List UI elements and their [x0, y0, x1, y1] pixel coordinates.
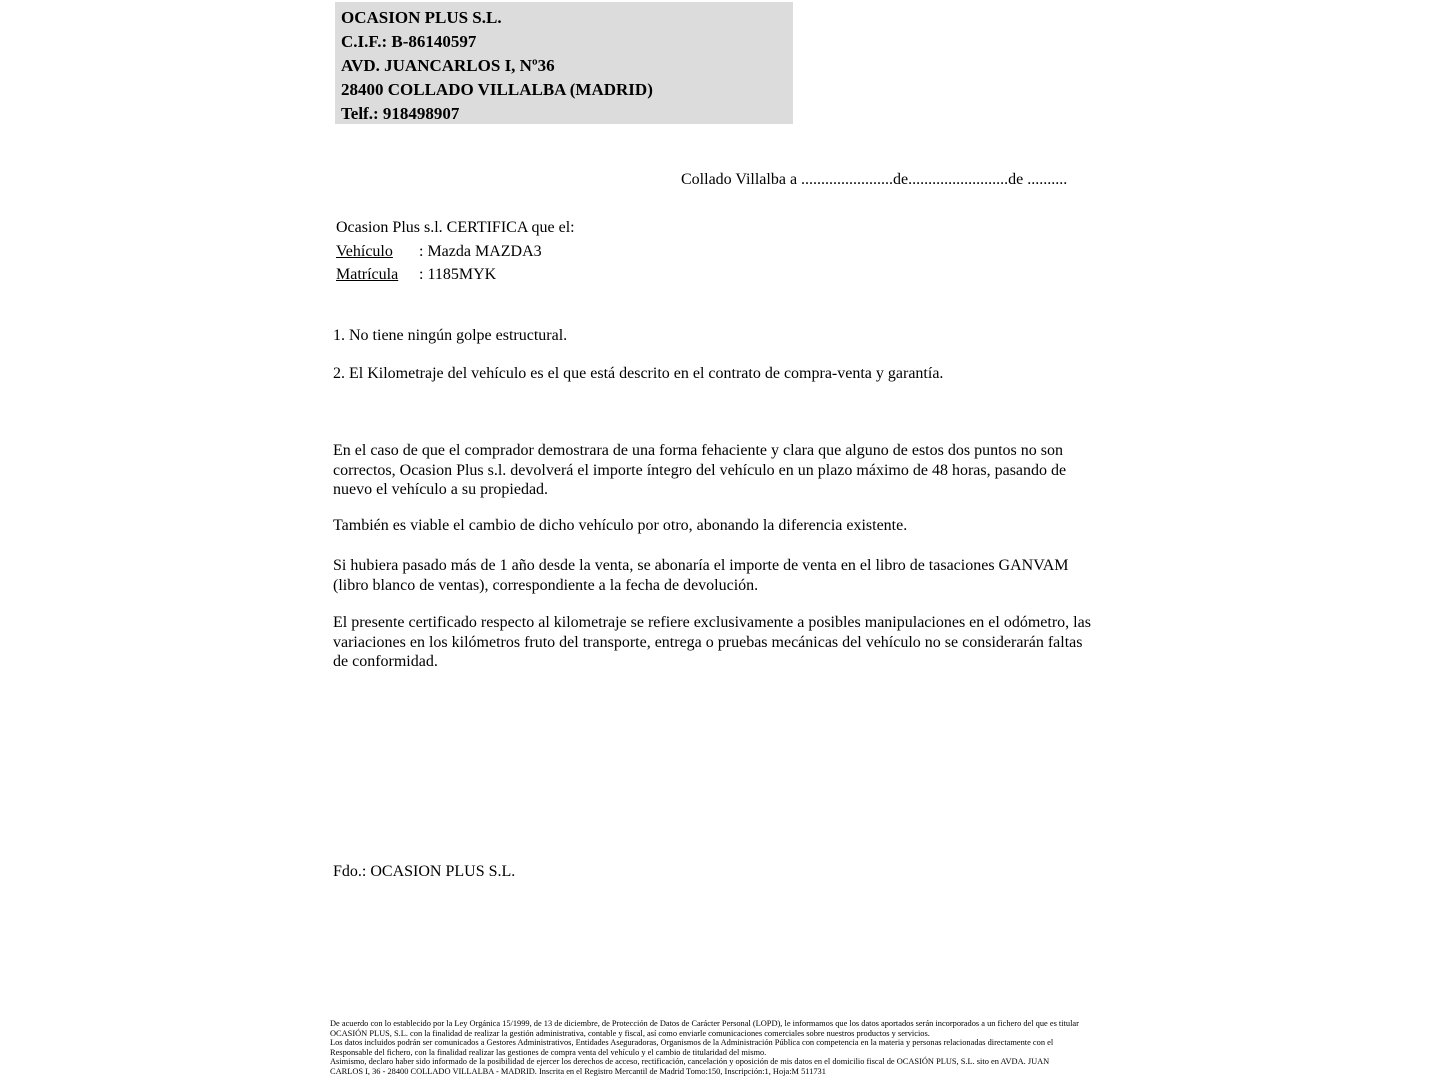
exchange-paragraph: También es viable el cambio de dicho vehículo por otro, abonando la diferencia existente. — [333, 517, 908, 534]
vehicle-value: : Mazda MAZDA3 — [419, 242, 542, 260]
legal-line-3: Los datos incluidos podrán ser comunicados a Gestores Administrativos, Entidades Aseguradoras, Organismos de la Administración Pública con competencia en la materia y personas relacionadas directamente con el — [330, 1038, 1054, 1048]
vehicle-label-cell — [336, 240, 419, 264]
legal-line-6: CARLOS I, 36 - 28400 COLLADO VILLALBA - MADRID. Inscrita en el Registro Mercantil de Madrid Tomo:150, Inscripción:1, Hoja:M 511731 — [330, 1066, 826, 1076]
legal-notice — [330, 1019, 1120, 1077]
vehicle-label: Vehículo — [336, 242, 393, 260]
certified-point-1: 1. No tiene ningún golpe estructural. — [333, 327, 568, 344]
company-cif: C.I.F.: B-86140597 — [341, 32, 477, 51]
signature-line: Fdo.: OCASION PLUS S.L. — [333, 863, 516, 880]
ganvam-paragraph: Si hubiera pasado más de 1 año desde la venta, se abonaría el importe de venta en el libro de tasaciones GANVAM (libro blanco de ventas), correspondiente a la fecha de devolución. — [333, 557, 1069, 594]
company-phone: Telf.: 918498907 — [341, 104, 460, 123]
certified-point-2: 2. El Kilometraje del vehículo es el que está descrito en el contrato de compra-venta y garantía. — [333, 365, 944, 382]
legal-line-4: Responsable del fichero, con la finalidad realizar las gestiones de compra venta del vehículo y el cambio de titularidad del mismo. — [330, 1047, 767, 1057]
date-fill-in-line: Collado Villalba a .......................de.........................de .......... — [681, 171, 1068, 188]
company-header-box — [335, 2, 793, 124]
company-name: OCASION PLUS S.L. — [341, 8, 502, 27]
company-city: 28400 COLLADO VILLALBA (MADRID) — [341, 80, 653, 99]
refund-paragraph: En el caso de que el comprador demostrara de una forma fehaciente y clara que alguno de estos dos puntos no son correctos, Ocasion Plus s.l. devolverá el importe íntegro del vehículo en un plazo máximo de 48 horas, pasando de nuevo el vehículo a su propiedad. — [333, 442, 1067, 498]
certificate-statement-block — [336, 216, 575, 287]
plate-row — [336, 263, 575, 287]
legal-line-5: Asimismo, declaro haber sido informado de la posibilidad de ejercer los derechos de acceso, rectificación, cancelación y oposición de mis datos en el domicilio fiscal de OCASIÓN PLUS, S.L. sito en AVDA. JUAN — [330, 1057, 1050, 1067]
plate-label: Matrícula — [336, 266, 399, 283]
vehicle-row — [336, 240, 575, 264]
odometer-paragraph: El presente certificado respecto al kilometraje se refiere exclusivamente a posibles manipulaciones en el odómetro, las variaciones en los kilómetros fruto del transporte, entrega o pruebas mecánicas del vehículo no se considerarán faltas de conformidad. — [333, 614, 1091, 670]
legal-line-1: De acuerdo con lo establecido por la Ley Orgánica 15/1999, de 13 de diciembre, de Protección de Datos de Carácter Personal (LOPD), le informamos que los datos aportados serán incorporados a un fichero del que es titular — [330, 1019, 1079, 1028]
certificate-intro: Ocasion Plus s.l. CERTIFICA que el: — [336, 219, 575, 236]
plate-value: : 1185MYK — [419, 266, 497, 283]
company-address: AVD. JUANCARLOS I, Nº36 — [341, 56, 555, 75]
legal-line-2: OCASIÓN PLUS, S.L. con la finalidad de realizar la gestión administrativa, contable y fiscal, así como enviarle comunicaciones comerciales sobre nuestros productos y servicios. — [330, 1028, 930, 1038]
plate-label-cell — [336, 263, 419, 287]
